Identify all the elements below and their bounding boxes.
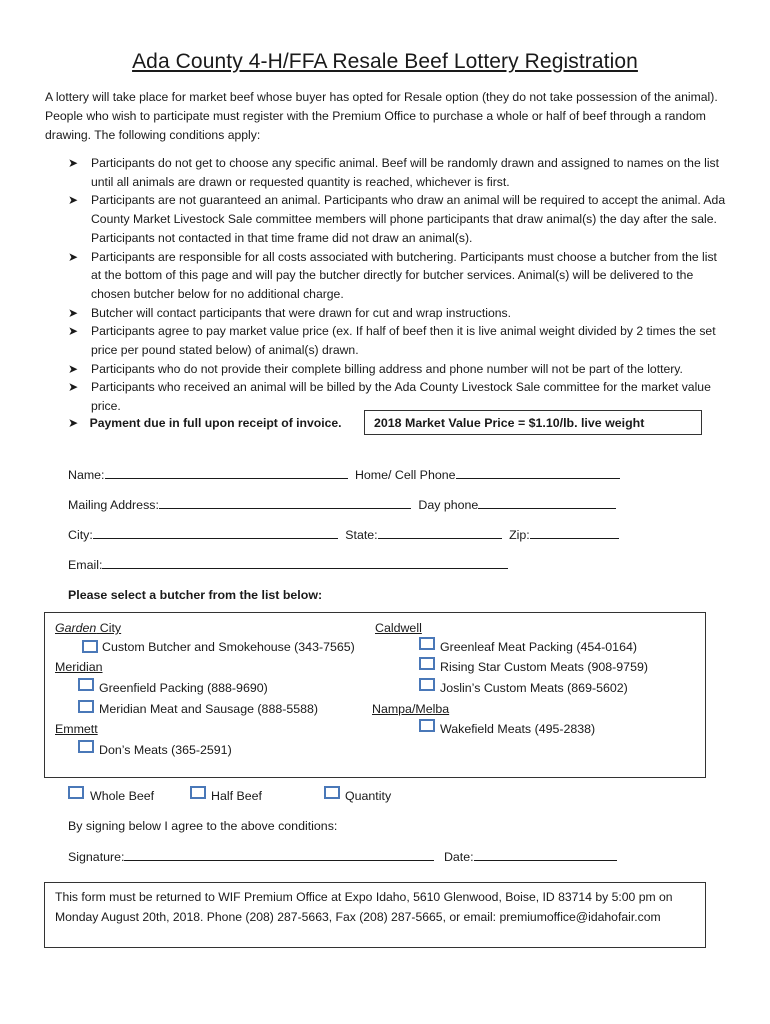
- arrowhead-bullet-icon: ➤: [68, 305, 79, 320]
- city-label-meridian: Meridian: [55, 660, 103, 674]
- arrowhead-bullet-icon: ➤: [68, 193, 79, 208]
- custom-butcher-label: Custom Butcher and Smokehouse (343-7565): [102, 640, 355, 654]
- address-row: Mailing Address: Day phone: [68, 496, 616, 512]
- custom-butcher-checkbox[interactable]: [82, 640, 98, 653]
- meridian-meat-label: Meridian Meat and Sausage (888-5588): [99, 702, 319, 716]
- wakefield-label: Wakefield Meats (495-2838): [440, 722, 596, 736]
- date-field[interactable]: [474, 848, 617, 861]
- half-beef-label: Half Beef: [211, 789, 262, 803]
- rising-star-label: Rising Star Custom Meats (908-9759): [440, 660, 648, 674]
- intro-paragraph: A lottery will take place for market beef whose buyer has opted for Resale option (they do not take possession of the animal). People who wish to participate must register with the Premium Office to purchase a whole or half of beef through a random drawing. The following conditions apply:: [45, 90, 718, 142]
- city-label-caldwell: Caldwell: [375, 621, 422, 635]
- condition-item-billing: ➤ Participants who received an animal will be billed by the Ada County Livestock Sale committee for the market value price.: [68, 380, 711, 413]
- greenleaf-label: Greenleaf Meat Packing (454-0164): [440, 640, 637, 654]
- state-field[interactable]: [378, 526, 502, 539]
- condition-item: ➤ Participants are responsible for all costs associated with butchering. Participants must choose a butcher from the list at the bottom of this page and will pay the butcher directly for butcher services. Animal(s) will be delivered to the chosen butcher below for no additional charge.: [68, 249, 717, 301]
- quantity-checkbox[interactable]: [324, 786, 340, 799]
- market-price-box: 2018 Market Value Price = $1.10/lb. live weight: [364, 410, 702, 435]
- greenleaf-checkbox[interactable]: [419, 637, 435, 650]
- arrowhead-bullet-icon: ➤: [68, 156, 79, 170]
- day-phone-field[interactable]: [478, 496, 616, 509]
- joslins-checkbox[interactable]: [419, 678, 435, 691]
- home-phone-field[interactable]: [456, 466, 620, 479]
- agreement-text: By signing below I agree to the above conditions:: [68, 819, 338, 833]
- dons-meats-checkbox[interactable]: [78, 740, 94, 753]
- condition-item: ➤ Participants agree to pay market value price (ex. If half of beef then it is live animal weight divided by 2 times the set price per pound stated below) of animal(s) drawn.: [68, 324, 716, 358]
- arrowhead-bullet-icon: ➤: [68, 249, 79, 264]
- condition-item: ➤ Participants do not get to choose any specific animal. Beef will be randomly drawn and assigned to names on the list until all animals are drawn or requested quantity is reached, whichever is first.: [68, 156, 720, 189]
- city-label-emmett: Emmett: [55, 722, 98, 736]
- wakefield-checkbox[interactable]: [419, 719, 435, 732]
- conditions-list: [68, 154, 728, 378]
- condition-item: ➤ Participants are not guaranteed an animal. Participants who draw an animal will be required to accept the animal. Ada County Market Livestock Sale committee members will phone participants that draw animal(s) the day after the sale. Participants not contacted in that time frame did not draw an animal(s).: [68, 193, 726, 245]
- page-title: Ada County 4-H/FFA Resale Beef Lottery Registration: [132, 50, 638, 73]
- greenfield-checkbox[interactable]: [78, 678, 94, 691]
- condition-item: ➤ Participants who do not provide their complete billing address and phone number will not be part of the lottery.: [68, 360, 728, 379]
- arrowhead-bullet-icon: ➤: [68, 380, 79, 394]
- return-instructions-box: [44, 882, 706, 948]
- name-field[interactable]: [105, 466, 348, 479]
- zip-field[interactable]: [530, 526, 619, 539]
- arrowhead-bullet-icon: ➤: [68, 324, 79, 339]
- mailing-address-field[interactable]: [159, 496, 411, 509]
- quantity-label: Quantity: [345, 789, 392, 803]
- city-label-nampa-melba: Nampa/Melba: [372, 702, 450, 716]
- city-row: City: State: Zip:: [68, 526, 619, 542]
- signature-row: Signature: Date:: [68, 848, 617, 864]
- signature-field[interactable]: [124, 848, 434, 861]
- whole-beef-label: Whole Beef: [90, 789, 155, 803]
- butcher-heading: Please select a butcher from the list below:: [68, 588, 323, 602]
- meridian-meat-checkbox[interactable]: [78, 700, 94, 713]
- half-beef-checkbox[interactable]: [190, 786, 206, 799]
- rising-star-checkbox[interactable]: [419, 657, 435, 670]
- whole-beef-checkbox[interactable]: [68, 786, 84, 799]
- return-instructions-text: This form must be returned to WIF Premium Office at Expo Idaho, 5610 Glenwood, Boise, ID 83714 by 5:00 pm on Monday August 20th, 2018. Phone (208) 287-5663, Fax (208) 287-5665, or email: premiumoffice@idahofair.com: [55, 890, 673, 924]
- arrowhead-bullet-icon: ➤: [68, 416, 79, 430]
- name-row: Name: Home/ Cell Phone: [68, 466, 620, 482]
- condition-item-payment: ➤ Payment due in full upon receipt of invoice.: [68, 416, 342, 430]
- email-row: Email:: [68, 556, 508, 572]
- condition-item: ➤ Butcher will contact participants that were drawn for cut and wrap instructions.: [68, 304, 728, 323]
- city-field[interactable]: [93, 526, 338, 539]
- email-field[interactable]: [102, 556, 508, 569]
- city-label-garden-city: Garden City: [55, 621, 122, 635]
- arrowhead-bullet-icon: ➤: [68, 361, 79, 376]
- dons-meats-label: Don’s Meats (365-2591): [99, 743, 232, 757]
- joslins-label: Joslin’s Custom Meats (869-5602): [440, 681, 628, 695]
- greenfield-label: Greenfield Packing (888-9690): [99, 681, 268, 695]
